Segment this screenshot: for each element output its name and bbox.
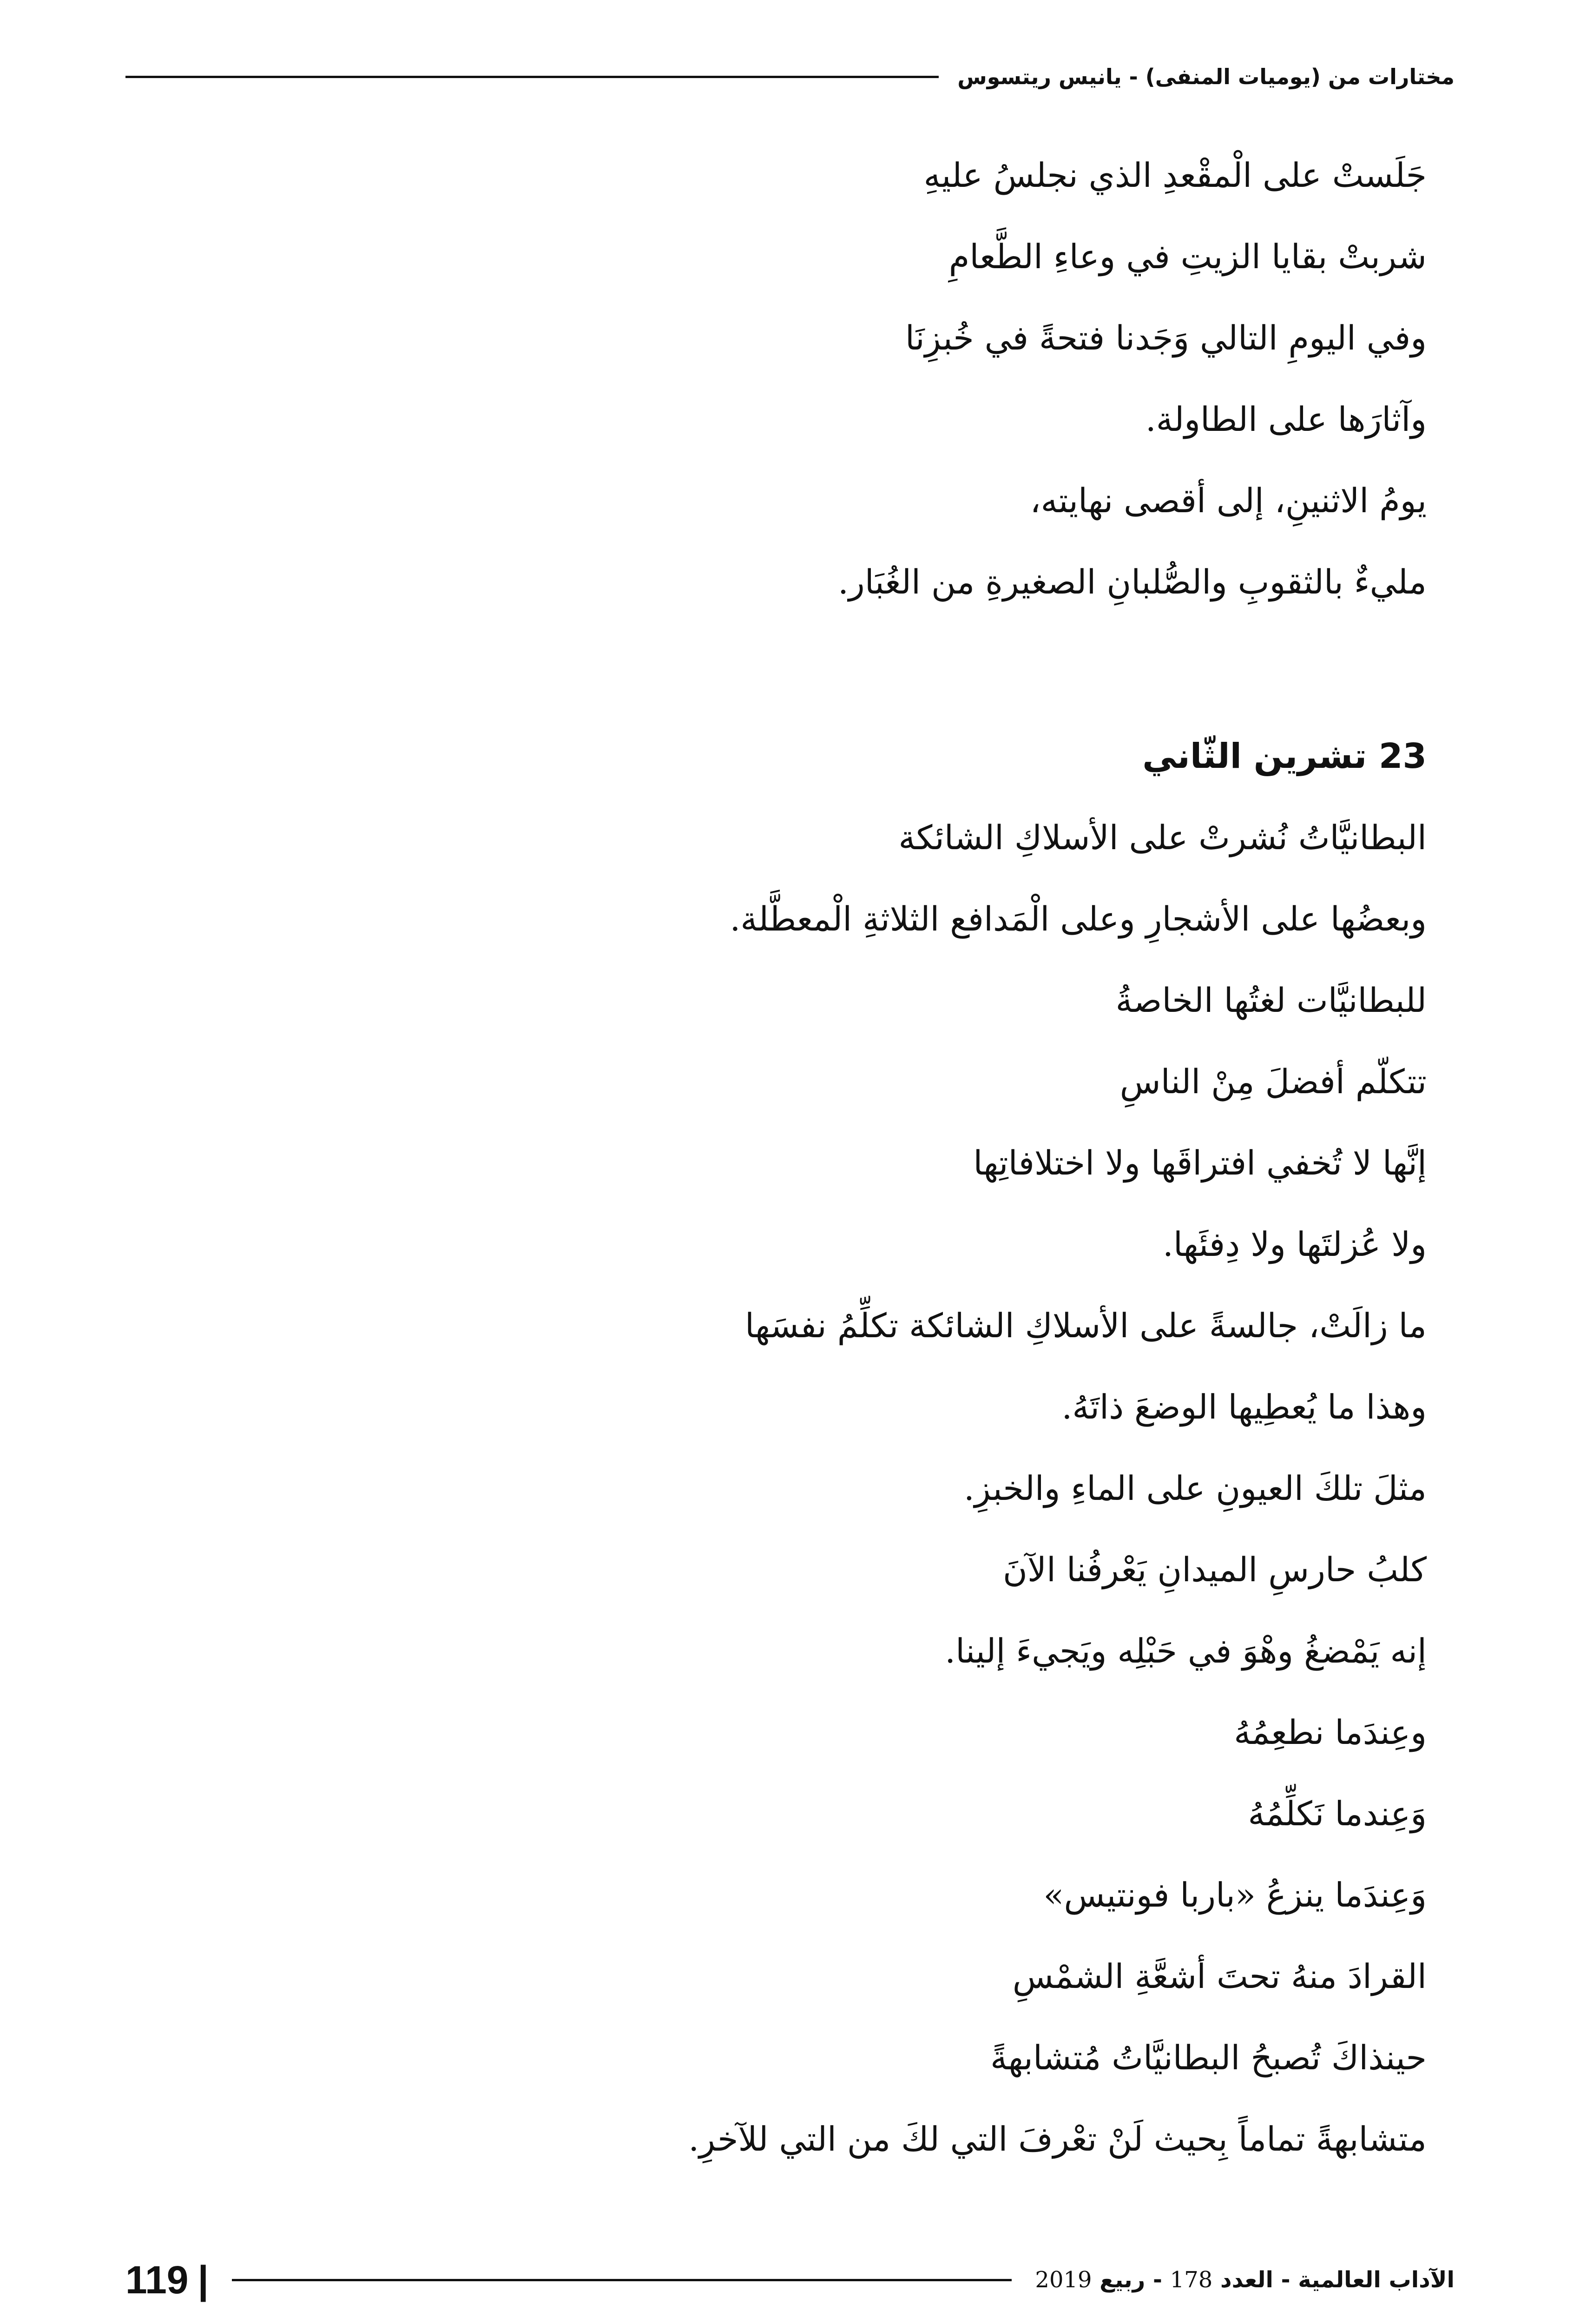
- poem-line: مليءٌ بالثقوبِ والصُّلبانِ الصغيرةِ من الغُبَار.: [838, 562, 1427, 601]
- poem-line: القرادَ منهُ تحتَ أشعَّةِ الشمْسِ: [1012, 1957, 1427, 1996]
- poem-line: جَلَستْ على الْمقْعدِ الذي نجلسُ عليهِ: [923, 156, 1427, 195]
- poem-line: شربتْ بقايا الزيتِ في وعاءِ الطَّعامِ: [948, 237, 1427, 276]
- poem-line: وبعضُها على الأشجارِ وعلى الْمَدافع الثلاثةِ الْمعطَّلة.: [730, 899, 1427, 938]
- section-heading-date: 23 تشرين الثّاني: [1142, 736, 1427, 776]
- page-number: 119: [125, 2258, 189, 2302]
- poem-line: مثلَ تلكَ العيونِ على الماءِ والخبزِ.: [964, 1469, 1427, 1508]
- season: - ربيع: [1092, 2267, 1170, 2293]
- poem-line: تتكلّم أفضلَ مِنْ الناسِ: [1119, 1062, 1427, 1101]
- journal-info: [1035, 2267, 1455, 2293]
- poem-line: ولا عُزلتَها ولا دِفئَها.: [1162, 1225, 1427, 1264]
- issue-number: 178: [1170, 2267, 1213, 2293]
- poem-line: وَعِندما نَكلِّمُهُ: [1248, 1794, 1427, 1833]
- running-header-title: مختارات من (يوميات المنفى) - يانيس ريتسوس: [957, 64, 1455, 89]
- footer-rule: [232, 2279, 1012, 2281]
- poem-line: يومُ الاثنينِ، إلى أقصى نهايته،: [1030, 481, 1427, 520]
- poem-line: وهذا ما يُعطِيها الوضعَ ذاتَهُ.: [1061, 1387, 1427, 1426]
- poem-line: إنه يَمْضغُ وهْوَ في حَبْلِه ويَجيءَ إلينا.: [945, 1631, 1427, 1670]
- page-separator: |: [198, 2258, 209, 2302]
- page-footer: [125, 2254, 1455, 2305]
- page-number-block: [125, 2258, 209, 2303]
- poem-line: للبطانيَّات لغتُها الخاصةُ: [1115, 981, 1427, 1020]
- poem-line: إنَّها لا تُخفي افتراقَها ولا اختلافاتِها: [973, 1143, 1427, 1182]
- poem-line: وآثارَها على الطاولة.: [1145, 400, 1427, 439]
- poem-line: ما زالَتْ، جالسةً على الأسلاكِ الشائكة تكلِّمُ نفسَها: [745, 1306, 1427, 1345]
- poem-line: متشابهةً تماماً بِحيث لَنْ تعْرفَ التي لكَ من التي للآخرِ.: [688, 2119, 1427, 2159]
- poem-line: كلبُ حارسِ الميدانِ يَعْرفُنا الآنَ: [1003, 1550, 1427, 1589]
- stanza-gap: [144, 623, 1427, 716]
- poem-line: حينذاكَ تُصبحُ البطانيَّاتُ مُتشابهةً: [990, 2038, 1427, 2077]
- poem-body: [144, 135, 1427, 2180]
- journal-name: الآداب العالمية - العدد: [1212, 2267, 1455, 2293]
- poem-line: البطانيَّاتُ نُشرتْ على الأسلاكِ الشائكة: [898, 818, 1427, 857]
- year: 2019: [1035, 2267, 1092, 2293]
- running-header: [125, 56, 1455, 98]
- poem-line: وَعِندَما ينزعُ «باربا فونتيس»: [1043, 1875, 1427, 1915]
- header-rule: [125, 76, 939, 78]
- poem-line: وفي اليومِ التالي وَجَدنا فتحةً في خُبزِنَا: [905, 318, 1427, 357]
- poem-line: وعِندَما نطعِمُهُ: [1234, 1713, 1427, 1752]
